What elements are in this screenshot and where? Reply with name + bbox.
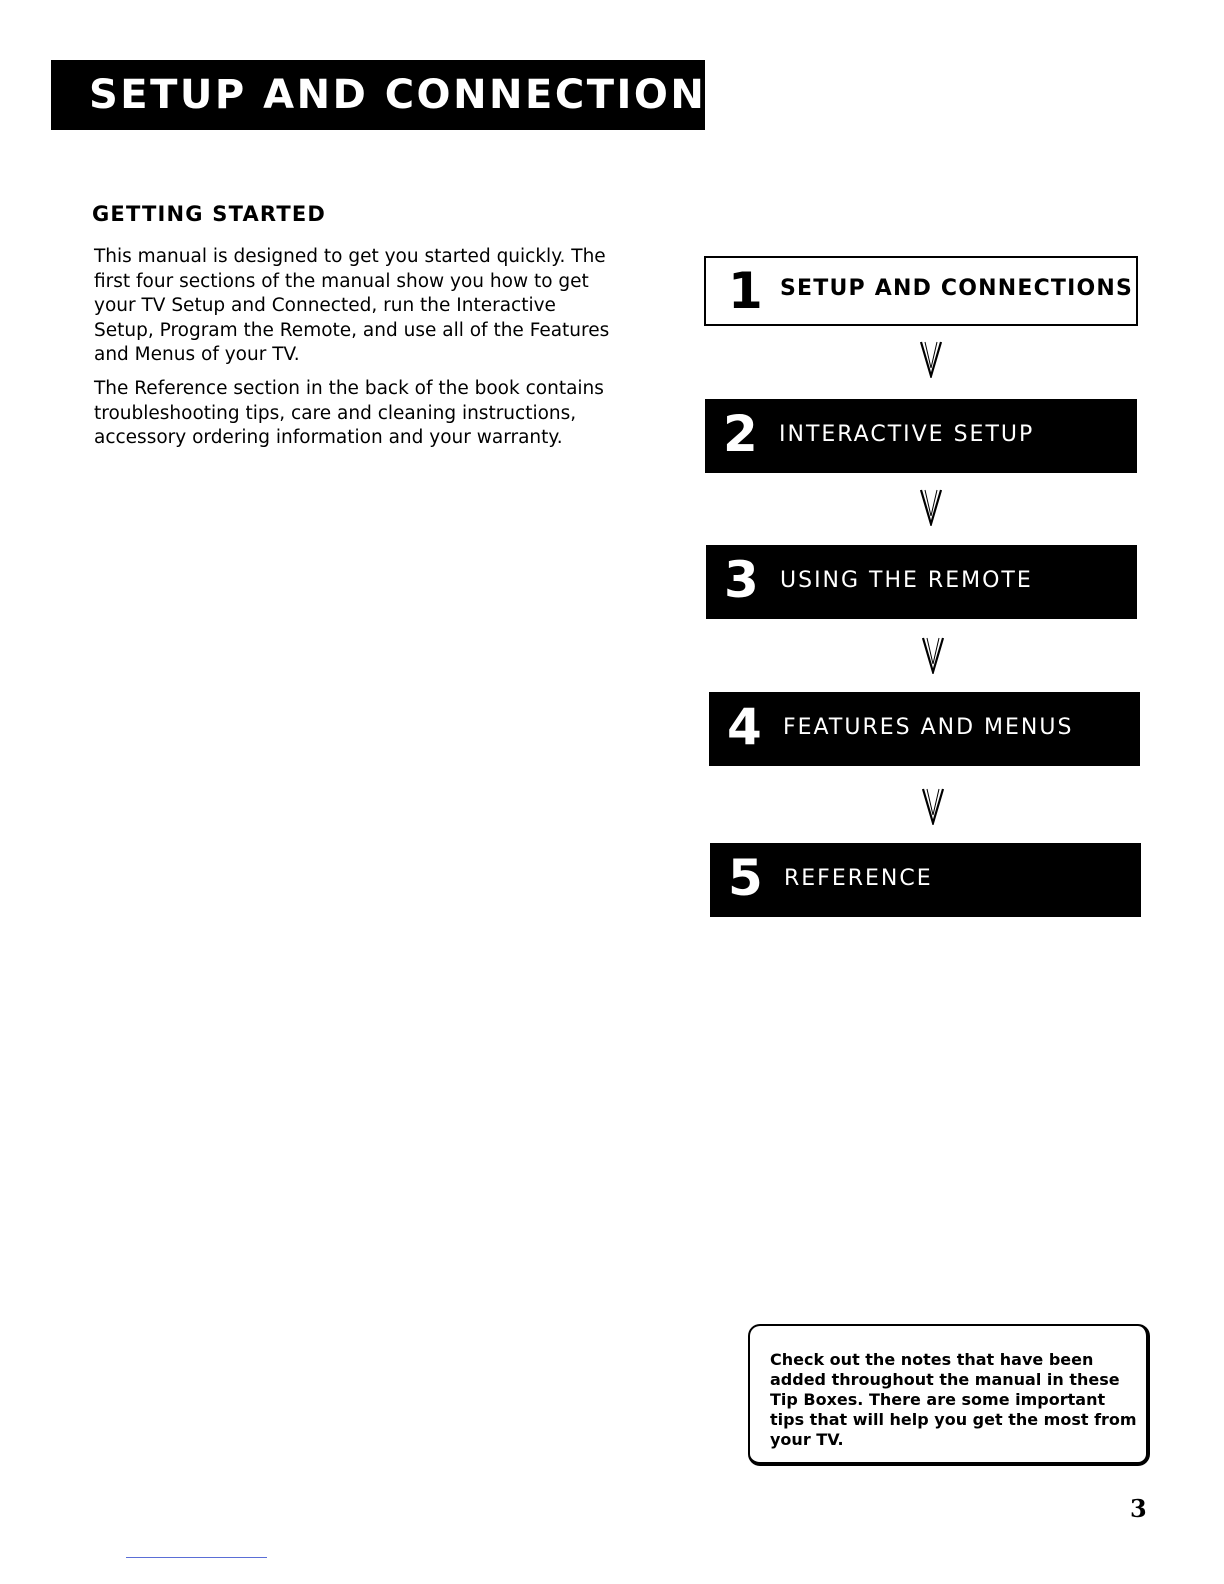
step-3-using-the-remote — [706, 545, 1137, 619]
tip-text: Check out the notes that have been added throughout the manual in these Tip Boxes. There are some important tips that will help you get the most from your TV. — [770, 1350, 1137, 1449]
step-number: 5 — [728, 849, 763, 907]
step-2-interactive-setup — [705, 399, 1137, 473]
step-5-reference — [710, 843, 1141, 917]
step-label: REFERENCE — [784, 866, 933, 891]
down-arrow-icon — [919, 338, 943, 378]
step-label: INTERACTIVE SETUP — [779, 422, 1035, 447]
step-number: 3 — [724, 551, 759, 609]
tip-box — [748, 1324, 1150, 1466]
reference-paragraph: The Reference section in the back of the book contains troubleshooting tips, care and cleaning instructions, accessory ordering information and your warranty. — [94, 378, 604, 448]
footer-rule — [126, 1557, 267, 1558]
intro-paragraph: This manual is designed to get you started quickly. The first four sections of the manual show you how to get your TV Setup and Connected, run the Interactive Setup, Program the Remote, and use all of the Features and Menus of your TV. — [94, 246, 610, 365]
step-4-features-and-menus — [709, 692, 1140, 766]
step-number: 4 — [727, 698, 762, 756]
step-label: SETUP AND CONNECTIONS — [780, 276, 1134, 301]
page-title: SETUP AND CONNECTIONS — [89, 72, 738, 118]
down-arrow-icon — [919, 486, 943, 526]
step-number: 1 — [728, 262, 763, 320]
step-label: FEATURES AND MENUS — [783, 715, 1074, 740]
down-arrow-icon — [921, 634, 945, 674]
step-label: USING THE REMOTE — [780, 568, 1033, 593]
step-1-setup-and-connections — [704, 256, 1138, 326]
page-number: 3 — [1130, 1494, 1147, 1523]
page-title-banner — [51, 60, 738, 130]
down-arrow-icon — [921, 785, 945, 825]
getting-started-heading: GETTING STARTED — [92, 202, 327, 226]
step-number: 2 — [723, 405, 758, 463]
